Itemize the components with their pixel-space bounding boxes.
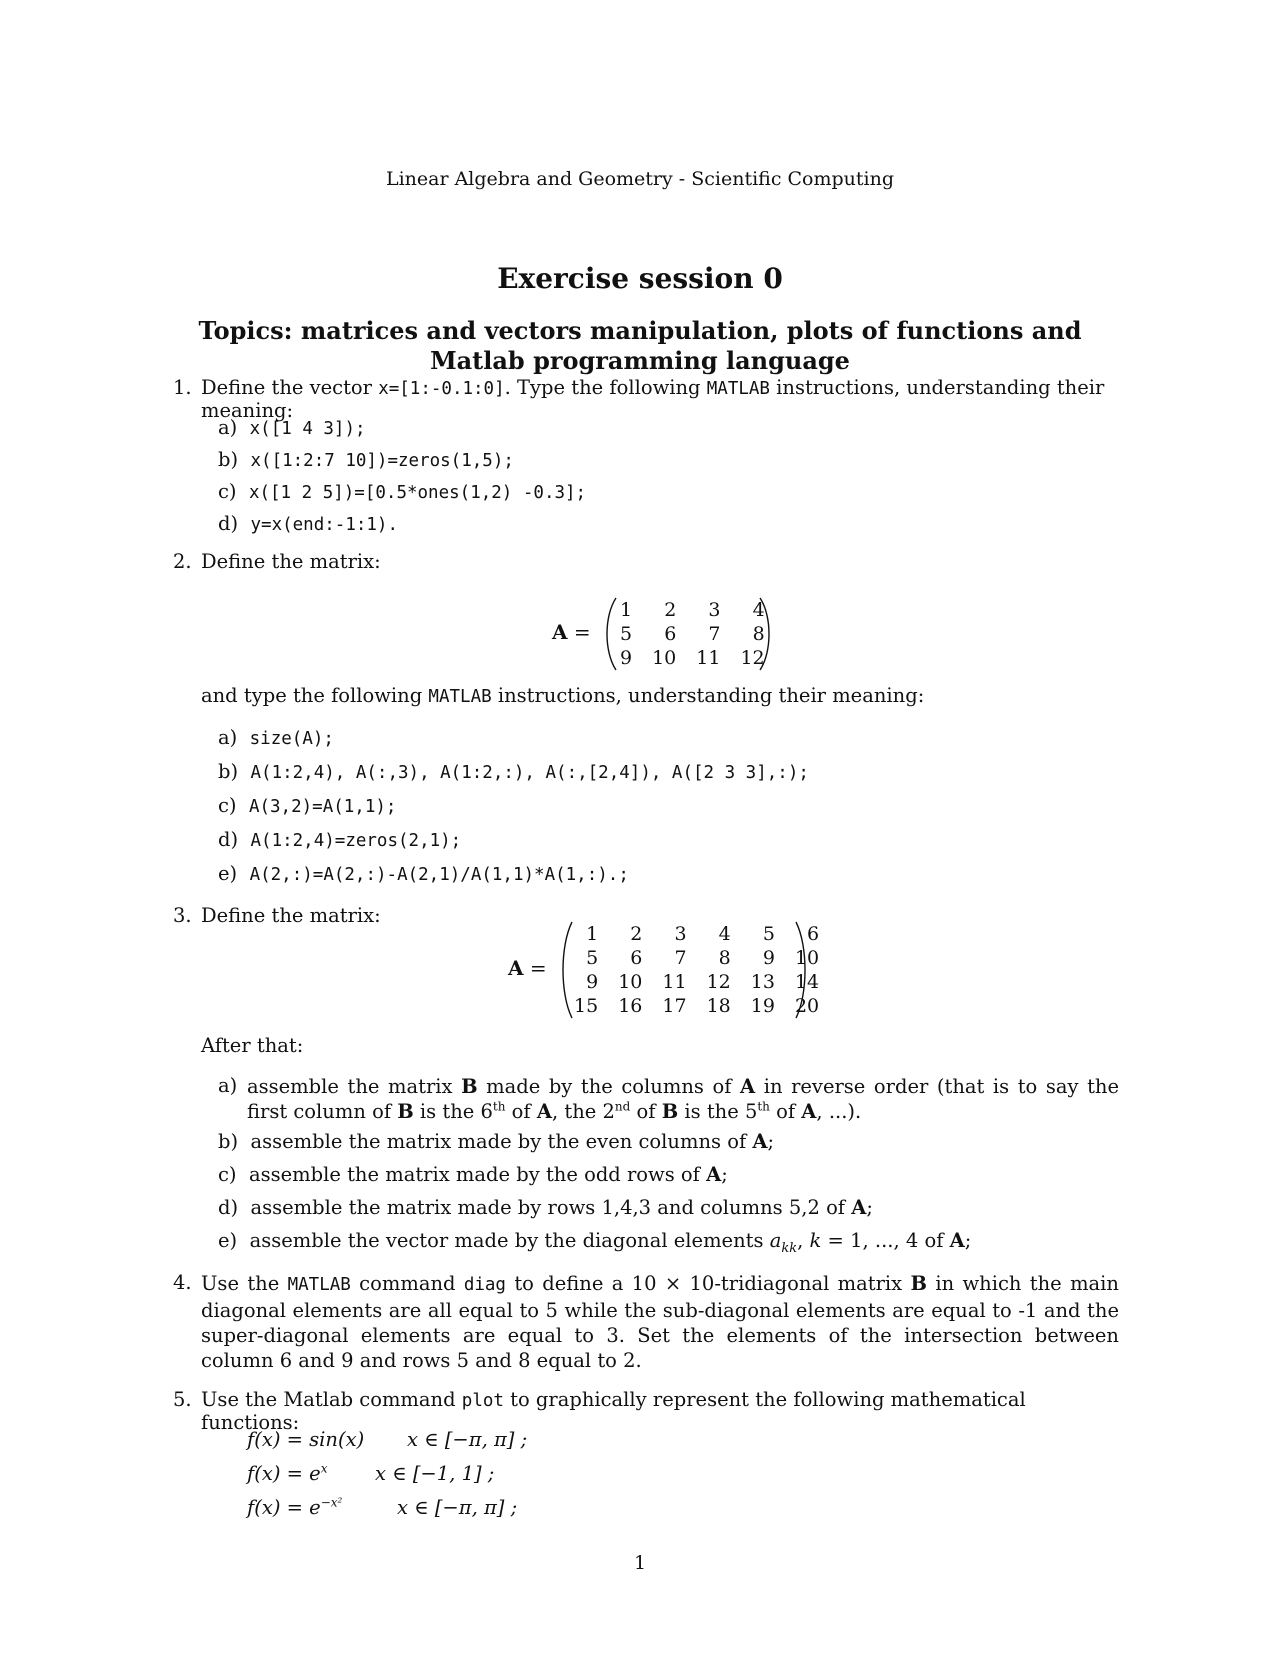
exercise-1-number: 1.: [173, 376, 192, 399]
exercise-5-text: Use the Matlab command plot to graphically represent the following mathematical functions:: [201, 1388, 1026, 1434]
matrix-1: [610, 598, 775, 670]
exercise-2a: a) size(A);: [218, 726, 334, 749]
exercise-3a-label: a): [218, 1074, 238, 1097]
matrix-row: 1 2 3 4 5 6: [586, 923, 820, 945]
exercise-3-after: After that:: [201, 1034, 304, 1057]
exercise-3-text: Define the matrix:: [201, 904, 381, 927]
exercise-5-number: 5.: [173, 1388, 192, 1411]
exercise-1d: d) y=x(end:-1:1).: [218, 512, 399, 535]
matrix-1-label: A =: [552, 620, 591, 644]
exercise-4-number: 4.: [173, 1271, 192, 1294]
exercise-3e: e) assemble the vector made by the diagonal elements $a_{kk}$, k = 1, ..., 4 of A;: [218, 1229, 972, 1256]
domain-exp: x ∈ [−1, 1] ;: [375, 1462, 495, 1485]
matrix-1-right-paren: [758, 596, 772, 672]
topics-heading: Topics: matrices and vectors manipulation, plots of functions and Matlab programming language: [198, 316, 1082, 375]
exercise-4-text: Use the MATLAB command diag to define a 10 × 10-tridiagonal matrix B in which the main diagonal elements are all equal to 5 while the sub-diagonal elements are equal to -1 and the super-diagonal elements are equal to 3. Set the elements of the intersection between column 6 and 9 and rows 5 and 8 equal to 2.: [201, 1272, 1119, 1372]
matrix-2-label: A =: [508, 956, 547, 980]
matrix-row: 9 10 11 12: [620, 647, 765, 669]
exercise-3c: c) assemble the matrix made by the odd rows of A;: [218, 1163, 728, 1186]
matrix-row: 5 6 7 8: [620, 623, 765, 645]
function-gaussian: $f(x) = e^{-x^2}$: [247, 1495, 343, 1519]
matrix-2-right-paren: [794, 920, 808, 1020]
exercise-2-text: Define the matrix:: [201, 550, 381, 573]
matrix-row: 9 10 11 12 13 14: [586, 971, 820, 993]
function-sin: f(x) = sin(x): [247, 1428, 365, 1451]
exercise-3a: assemble the matrix B made by the columns of A in reverse order (that is to say the first column of B is the 6th of A, the 2nd of B is the 5th of A, ...).: [247, 1075, 1120, 1123]
domain-gaussian: x ∈ [−π, π] ;: [397, 1496, 518, 1519]
matrix-row: 1 2 3 4: [620, 599, 765, 621]
exercise-1a: a) x([1 4 3]);: [218, 416, 366, 439]
course-header: Linear Algebra and Geometry - Scientific Computing: [385, 168, 895, 190]
exercise-2-instructions: and type the following MATLAB instructions, understanding their meaning:: [201, 684, 925, 707]
exercise-3-number: 3.: [173, 904, 192, 927]
page-number: 1: [633, 1552, 647, 1574]
exercise-1c: c) x([1 2 5])=[0.5*ones(1,2) -0.3];: [218, 480, 587, 503]
exercise-2e: e) A(2,:)=A(2,:)-A(2,1)/A(1,1)*A(1,:).;: [218, 862, 629, 885]
matrix-2: [564, 922, 829, 1018]
exercise-3b: b) assemble the matrix made by the even columns of A;: [218, 1130, 775, 1153]
exercise-2c: c) A(3,2)=A(1,1);: [218, 794, 397, 817]
function-exp: $f(x) = e^x$: [247, 1461, 328, 1485]
exercise-3d: d) assemble the matrix made by rows 1,4,3 and columns 5,2 of A;: [218, 1196, 873, 1219]
exercise-2b: b) A(1:2,4), A(:,3), A(1:2,:), A(:,[2,4]), A([2 3 3],:);: [218, 760, 809, 783]
exercise-2d: d) A(1:2,4)=zeros(2,1);: [218, 828, 462, 851]
exercise-1b: b) x([1:2:7 10])=zeros(1,5);: [218, 448, 514, 471]
matrix-row: 15 16 17 18 19 20: [574, 995, 820, 1017]
page-title: Exercise session 0: [497, 262, 783, 295]
exercise-2-number: 2.: [173, 550, 192, 573]
matrix-row: 5 6 7 8 9 10: [586, 947, 820, 969]
exercise-1-text: Define the vector x=[1:-0.1:0]. Type the following MATLAB instructions, understanding their meaning:: [201, 376, 1105, 422]
domain-sin: x ∈ [−π, π] ;: [407, 1428, 528, 1451]
